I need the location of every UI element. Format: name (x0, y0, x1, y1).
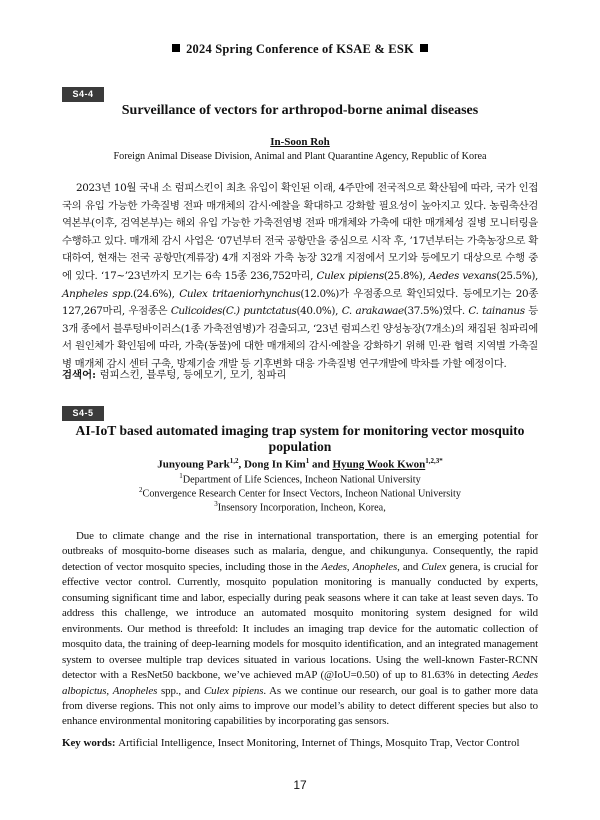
abstract-s4-4: 2023년 10월 국내 소 럼피스킨이 최초 유입이 확인된 이래, 4주만에 전국적으로 확산됨에 따라, 국가 인접국의 유입 가능한 가축질병 전파 매개체의 감시·예찰을 확대하고 강화할 필요성이 높아지고 있다. 농림축산검역본부(이후, 검역본부)는 해외 유입 가능한 가축전염병 전파 매개체와 가축에 대한 매개체성 질병 모니터링을 수행하고 있다. 매개체 감시 사업은 ‘07년부터 전국 공항만을 중심으로 시작 후, ’17년부터는 가축농장으로 확대하여, 현재는 전국 공항만(계류장) 4개 지점와 가축 농장 32개 지점에서 모기와 등에모기 대상으로 수행 중에 있다. ‘17~’23년까지 모기는 6속 15종 236,752마리, Culex pipiens(25.8%), Aedes vexans(25.5%), Anpheles spp.(24.6%), Culex tritaeniorhynchus(12.0%)가 우점종으로 확인되었다. 등에모기는 20종 127,267마리, 우점종은 Culicoides(C.) puntctatus(40.0%), C. arakawae(37.5%)였다. C. tainanus 등 3개 종에서 블루텅바이러스(1종 가축전염병)가 검출되고, ‘23년 럼피스킨 양성농장(7개소)의 채집된 침파리에서 원인체가 확인됨에 따라, 가축(동물)에 대한 매개체의 감시·예찰을 강화하기 위해 민·관 협력 지역별 가축질병 매개체 감시 센터 구축, 방제기술 개발 등 기후변화 대응 가축질병 연구개발에 박차를 가할 예정이다. (62, 182, 539, 370)
keywords-s4-5: Key words: Artificial Intelligence, Insect Monitoring, Internet of Things, Mosquito Trap, Vector Control (62, 737, 520, 749)
author-s4-4: In-Soon Roh (270, 136, 330, 148)
square-bullet-icon (420, 44, 428, 52)
affiliation-1: $^1$Department of Life Sciences, Incheon National University (179, 472, 421, 486)
page-number: 17 (293, 778, 307, 792)
square-bullet-icon (172, 44, 180, 52)
conference-header (0, 42, 600, 57)
abstract-s4-5: Due to climate change and the rise in international transportation, there is an emerging potential for outbreaks of mosquito-borne diseases such as malaria, dengue, and chikungunya. Consequently, the rapid detection of vector mosquito species, including those in the Aedes, Anopheles, and Culex genera, is crucial for effective vector control. Currently, mosquito population monitoring is manually conducted by experts, consuming significant time and labor, especially during peak seasons where it can take at least seven days. To address this challenge, we introduce an automated mosquito monitoring system designed for wild environments. Our method is threefold: It includes an imaging trap device for the automatic collection of mosquito data, the training of deep-learning models for mosquito identification, and an integrated management system to oversee multiple trap devices situated in various locations. Using the well-known Faster-RCNN detector with a ResNet50 backbone, we’ve achieved mAP (@IoU=0.50) of up to 81.63% in detecting Aedes albopictus, Anopheles spp., and Culex pipiens. As we continue our research, our goal is to gather more data from diverse regions. This not only aims to improve our model’s ability to detect different species but also to enhance environmental monitoring capabilities by incorporating gas sensors. (62, 530, 539, 728)
affiliation-2: $^2$Convergence Research Center for Insect Vectors, Incheon National University (139, 486, 461, 500)
paper-title-s4-5: AI-IoT based automated imaging trap system for monitoring vector mosquito population (75, 423, 525, 454)
affiliation-3: $^3$Insensory Incorporation, Incheon, Korea, (214, 500, 386, 514)
paper-title-s4-4: Surveillance of vectors for arthropod-borne animal diseases (121, 103, 479, 118)
conference-title: 2024 Spring Conference of KSAE & ESK (186, 42, 414, 56)
keywords-s4-4: 검색어: 럼피스킨, 블루텅, 등에모기, 모기, 침파리 (62, 369, 287, 381)
section-tag-s4-4: S4-4 (62, 87, 104, 102)
affiliation-s4-4: Foreign Animal Disease Division, Animal and Plant Quarantine Agency, Republic of Korea (113, 151, 487, 162)
authors-s4-5: Junyoung Park$^{1,2}$, Dong In Kim$^1$ and Hyung Wook Kwon$^{1,2,3*}$ (157, 457, 443, 471)
section-tag-s4-5: S4-5 (62, 406, 104, 421)
